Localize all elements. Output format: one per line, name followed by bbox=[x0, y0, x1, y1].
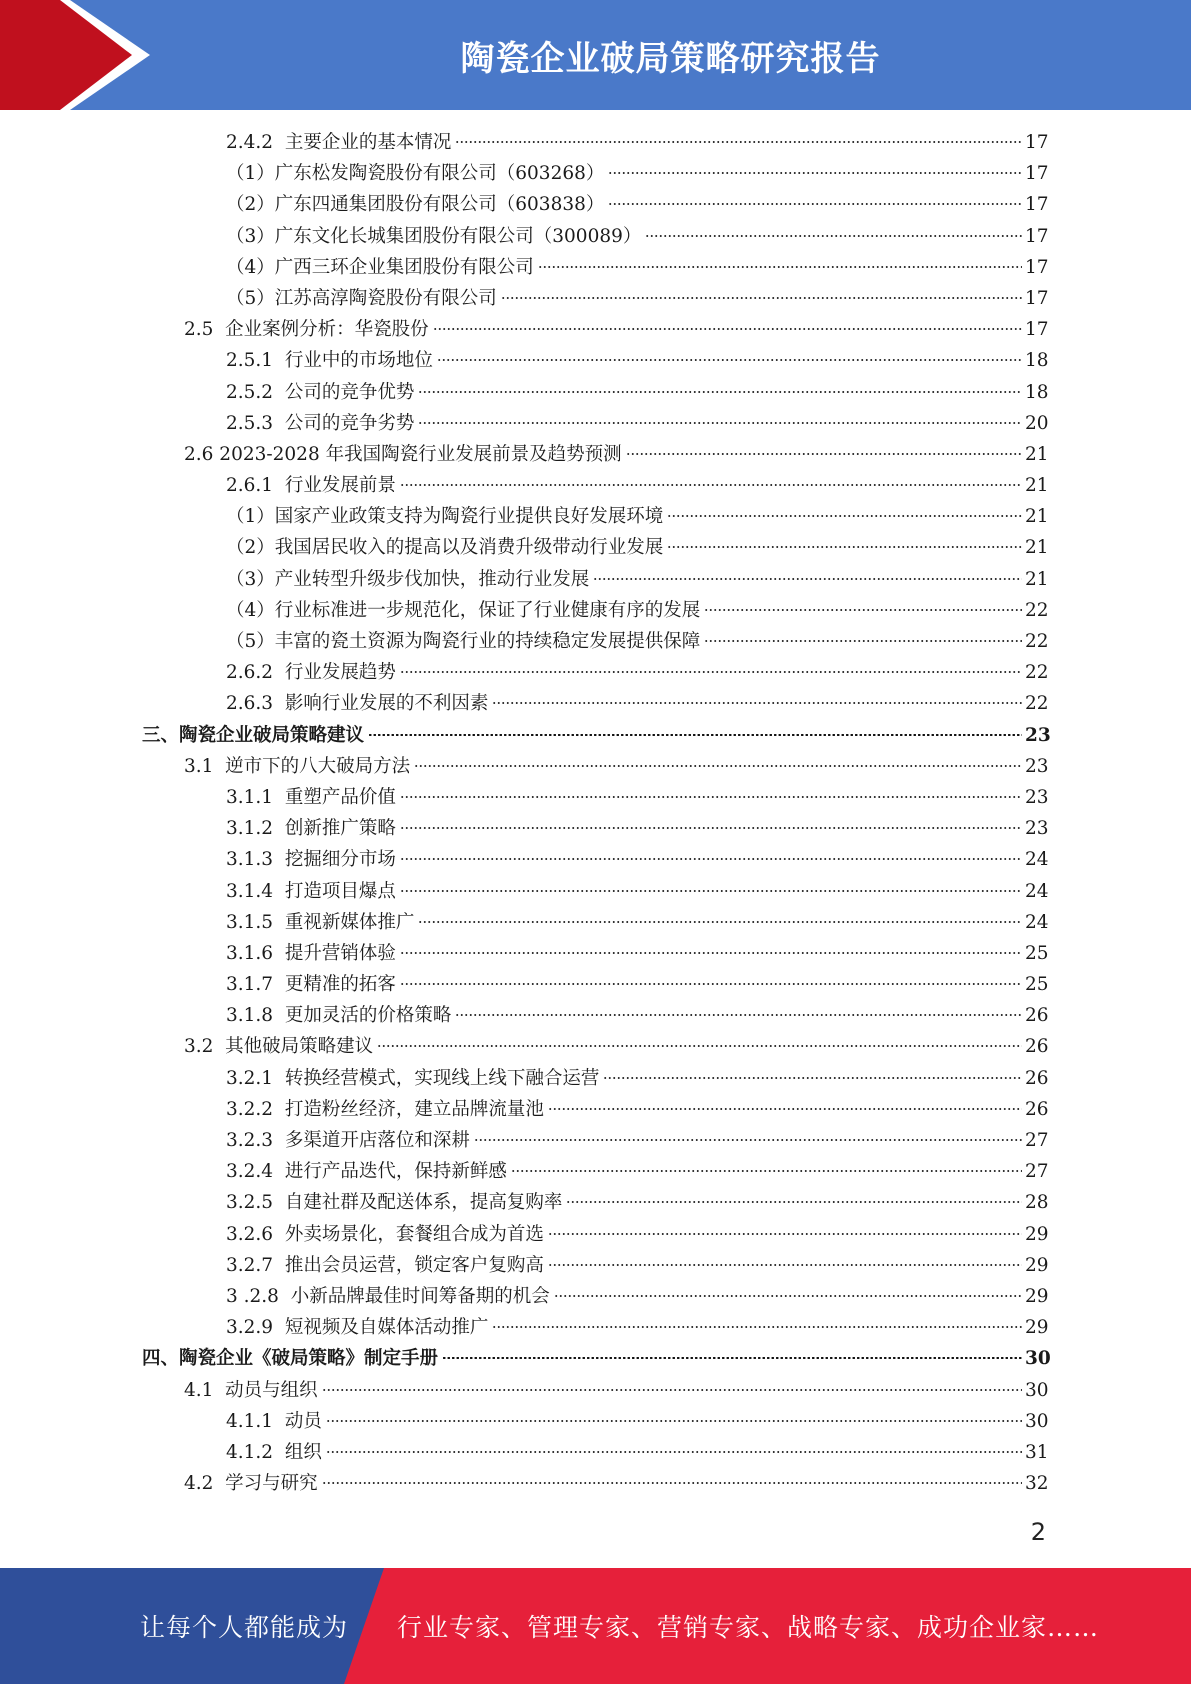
toc-entry-title: （2）广东四通集团股份有限公司（603838） bbox=[226, 194, 605, 216]
toc-entry-title: 3.1.1 重塑产品价值 bbox=[226, 786, 396, 808]
table-of-contents bbox=[0, 127, 1191, 1499]
toc-entry[interactable] bbox=[226, 1156, 1047, 1187]
page-number: 2 bbox=[1030, 1518, 1046, 1546]
toc-entry[interactable] bbox=[226, 221, 1047, 252]
toc-entry[interactable] bbox=[226, 127, 1047, 158]
toc-entry-page: 21 bbox=[1025, 443, 1049, 465]
toc-entry[interactable] bbox=[226, 158, 1047, 189]
toc-dot-leader bbox=[418, 921, 1022, 923]
toc-entry-page: 21 bbox=[1025, 475, 1049, 497]
toc-entry[interactable] bbox=[226, 408, 1047, 439]
toc-entry[interactable] bbox=[142, 1343, 1051, 1374]
toc-dot-leader bbox=[418, 422, 1022, 424]
toc-entry-title: （4）行业标准进一步规范化，保证了行业健康有序的发展 bbox=[226, 599, 701, 621]
toc-entry-title: 3.2.9 短视频及自媒体活动推广 bbox=[226, 1317, 489, 1339]
toc-entry[interactable] bbox=[184, 1031, 1047, 1062]
toc-dot-leader bbox=[437, 359, 1022, 361]
toc-entry[interactable] bbox=[226, 1281, 1047, 1312]
toc-entry[interactable] bbox=[226, 283, 1047, 314]
toc-dot-leader bbox=[501, 297, 1022, 299]
toc-dot-leader bbox=[442, 1357, 1022, 1359]
toc-entry-title: （3）广东文化长城集团股份有限公司（300089） bbox=[226, 225, 642, 247]
toc-entry-title: （5）江苏高淳陶瓷股份有限公司 bbox=[226, 287, 497, 309]
toc-entry-page: 26 bbox=[1025, 1067, 1049, 1089]
toc-entry-page: 27 bbox=[1025, 1161, 1049, 1183]
toc-dot-leader bbox=[474, 1139, 1022, 1141]
toc-dot-leader bbox=[548, 1233, 1022, 1235]
toc-entry[interactable] bbox=[184, 314, 1047, 345]
toc-dot-leader bbox=[400, 671, 1022, 673]
toc-entry-title: 3.1.4 打造项目爆点 bbox=[226, 880, 396, 902]
toc-entry-title: 2.6.1 行业发展前景 bbox=[226, 475, 396, 497]
toc-entry-title: 3.1.2 创新推广策略 bbox=[226, 818, 396, 840]
toc-entry-title: 3.2.1 转换经营模式，实现线上线下融合运营 bbox=[226, 1067, 600, 1089]
toc-dot-leader bbox=[704, 640, 1022, 642]
toc-entry-title: 2.4.2 主要企业的基本情况 bbox=[226, 132, 452, 153]
toc-entry-page: 23 bbox=[1025, 786, 1049, 808]
toc-entry-title: 3.2.5 自建社群及配送体系，提高复购率 bbox=[226, 1192, 563, 1214]
toc-entry-page: 18 bbox=[1025, 350, 1049, 372]
toc-entry[interactable] bbox=[226, 907, 1047, 938]
toc-entry-title: 3.2.7 推出会员运营，锁定客户复购高 bbox=[226, 1254, 544, 1276]
toc-dot-leader bbox=[626, 453, 1022, 455]
toc-entry[interactable] bbox=[226, 782, 1047, 813]
toc-entry[interactable] bbox=[226, 189, 1047, 220]
toc-entry-page: 29 bbox=[1025, 1285, 1049, 1307]
toc-entry[interactable] bbox=[226, 844, 1047, 875]
header-arrow-decoration bbox=[0, 0, 160, 110]
toc-dot-leader bbox=[704, 609, 1022, 611]
footer-slogan-left: 让每个人都能成为 bbox=[140, 1613, 349, 1642]
toc-entry-page: 26 bbox=[1025, 1005, 1049, 1027]
toc-entry[interactable] bbox=[226, 501, 1047, 532]
toc-dot-leader bbox=[667, 546, 1022, 548]
toc-entry[interactable] bbox=[226, 1437, 1047, 1468]
toc-dot-leader bbox=[322, 1389, 1022, 1391]
toc-dot-leader bbox=[400, 890, 1022, 892]
toc-dot-leader bbox=[433, 328, 1022, 330]
toc-entry[interactable] bbox=[184, 439, 1047, 470]
toc-entry-title: 4.2 学习与研究 bbox=[184, 1473, 318, 1495]
toc-dot-leader bbox=[492, 1326, 1022, 1328]
toc-dot-leader bbox=[593, 578, 1022, 580]
toc-dot-leader bbox=[377, 1045, 1022, 1047]
toc-entry[interactable] bbox=[142, 720, 1051, 751]
toc-dot-leader bbox=[538, 266, 1022, 268]
toc-entry-title: 四、陶瓷企业《破局策略》制定手册 bbox=[142, 1348, 439, 1370]
document-title: 陶瓷企业破局策略研究报告 bbox=[460, 38, 881, 79]
toc-entry-page: 21 bbox=[1025, 537, 1049, 559]
toc-entry[interactable] bbox=[226, 1094, 1047, 1125]
toc-entry-title: （1）广东松发陶瓷股份有限公司（603268） bbox=[226, 163, 605, 185]
toc-entry-title: 3.1.8 更加灵活的价格策略 bbox=[226, 1005, 452, 1027]
toc-entry-page: 30 bbox=[1025, 1348, 1051, 1370]
toc-entry-page: 20 bbox=[1025, 412, 1049, 434]
toc-dot-leader bbox=[554, 1295, 1022, 1297]
toc-entry-title: 3.2.2 打造粉丝经济，建立品牌流量池 bbox=[226, 1098, 544, 1120]
toc-dot-leader bbox=[548, 1264, 1022, 1266]
toc-entry[interactable] bbox=[226, 1250, 1047, 1281]
toc-dot-leader bbox=[608, 203, 1022, 205]
toc-entry-page: 30 bbox=[1025, 1410, 1049, 1432]
toc-entry-title: （2）我国居民收入的提高以及消费升级带动行业发展 bbox=[226, 537, 664, 559]
toc-entry-page: 29 bbox=[1025, 1254, 1049, 1276]
toc-dot-leader bbox=[368, 734, 1022, 736]
toc-dot-leader bbox=[326, 1420, 1022, 1422]
toc-entry-title: 2.5.1 行业中的市场地位 bbox=[226, 350, 433, 372]
toc-entry-title: 3.1.3 挖掘细分市场 bbox=[226, 849, 396, 871]
toc-entry-page: 29 bbox=[1025, 1223, 1049, 1245]
toc-entry-title: 2.5 企业案例分析：华瓷股份 bbox=[184, 319, 429, 341]
toc-dot-leader bbox=[667, 515, 1022, 517]
toc-dot-leader bbox=[400, 796, 1022, 798]
toc-entry-title: 3.2.3 多渠道开店落位和深耕 bbox=[226, 1130, 470, 1151]
toc-entry-page: 24 bbox=[1025, 911, 1049, 933]
footer-slogan-right: 行业专家、管理专家、营销专家、战略专家、成功企业家…… bbox=[397, 1613, 1100, 1642]
toc-entry[interactable] bbox=[226, 470, 1047, 501]
toc-entry-page: 23 bbox=[1025, 755, 1049, 777]
toc-dot-leader bbox=[400, 858, 1022, 860]
toc-entry[interactable] bbox=[226, 657, 1047, 688]
toc-entry[interactable] bbox=[226, 1312, 1047, 1343]
toc-entry-title: （5）丰富的瓷土资源为陶瓷行业的持续稳定发展提供保障 bbox=[226, 631, 701, 652]
toc-entry[interactable] bbox=[226, 969, 1047, 1000]
toc-entry-title: 4.1 动员与组织 bbox=[184, 1379, 318, 1401]
page-footer bbox=[0, 1568, 1191, 1684]
toc-entry-page: 22 bbox=[1025, 693, 1049, 715]
toc-entry[interactable] bbox=[226, 252, 1047, 283]
toc-entry-title: （4）广西三环企业集团股份有限公司 bbox=[226, 256, 534, 278]
toc-dot-leader bbox=[492, 702, 1022, 704]
toc-dot-leader bbox=[566, 1201, 1022, 1203]
toc-dot-leader bbox=[455, 141, 1022, 143]
toc-entry[interactable] bbox=[226, 377, 1047, 408]
toc-dot-leader bbox=[326, 1451, 1022, 1453]
toc-entry-title: 3.1 逆市下的八大破局方法 bbox=[184, 755, 411, 777]
toc-dot-leader bbox=[511, 1170, 1022, 1172]
toc-entry-title: 4.1.1 动员 bbox=[226, 1410, 322, 1432]
toc-entry[interactable] bbox=[226, 345, 1047, 376]
toc-entry[interactable] bbox=[226, 938, 1047, 969]
toc-entry[interactable] bbox=[226, 1000, 1047, 1031]
toc-entry-title: 2.6.3 影响行业发展的不利因素 bbox=[226, 693, 489, 715]
toc-entry-page: 22 bbox=[1025, 662, 1049, 684]
toc-entry-title: （1）国家产业政策支持为陶瓷行业提供良好发展环境 bbox=[226, 506, 664, 528]
toc-entry-title: 3.1.5 重视新媒体推广 bbox=[226, 911, 415, 933]
toc-entry-page: 29 bbox=[1025, 1317, 1049, 1339]
toc-dot-leader bbox=[645, 235, 1022, 237]
toc-entry-page: 21 bbox=[1025, 506, 1049, 528]
toc-entry-page: 17 bbox=[1025, 256, 1049, 278]
toc-entry-title: 2.5.2 公司的竞争优势 bbox=[226, 381, 415, 403]
toc-entry-title: 三、陶瓷企业破局策略建议 bbox=[142, 724, 365, 746]
toc-dot-leader bbox=[418, 391, 1022, 393]
toc-entry-page: 21 bbox=[1025, 568, 1049, 590]
toc-entry-page: 25 bbox=[1025, 974, 1049, 996]
toc-entry[interactable] bbox=[226, 595, 1047, 626]
toc-entry-page: 17 bbox=[1025, 225, 1049, 247]
toc-entry[interactable] bbox=[226, 1063, 1047, 1094]
toc-dot-leader bbox=[400, 827, 1022, 829]
toc-entry[interactable] bbox=[226, 1187, 1047, 1218]
toc-entry-title: 3 .2.8 小新品牌最佳时间筹备期的机会 bbox=[226, 1285, 550, 1307]
toc-entry-page: 32 bbox=[1025, 1473, 1049, 1495]
toc-entry-title: 2.6.2 行业发展趋势 bbox=[226, 662, 396, 684]
toc-dot-leader bbox=[414, 765, 1022, 767]
toc-entry-page: 18 bbox=[1025, 381, 1049, 403]
toc-entry-title: 3.1.6 提升营销体验 bbox=[226, 942, 396, 964]
toc-entry-title: 2.6 2023-2028 年我国陶瓷行业发展前景及趋势预测 bbox=[184, 443, 622, 465]
toc-dot-leader bbox=[455, 1014, 1022, 1016]
toc-entry[interactable] bbox=[226, 813, 1047, 844]
toc-entry[interactable] bbox=[184, 1468, 1047, 1499]
toc-dot-leader bbox=[400, 952, 1022, 954]
toc-entry-title: 3.2.4 进行产品迭代，保持新鲜感 bbox=[226, 1161, 507, 1183]
toc-entry-title: 2.5.3 公司的竞争劣势 bbox=[226, 412, 415, 434]
toc-entry-title: 4.1.2 组织 bbox=[226, 1441, 322, 1463]
toc-entry[interactable] bbox=[226, 532, 1047, 563]
toc-dot-leader bbox=[548, 1108, 1022, 1110]
toc-entry-page: 30 bbox=[1025, 1379, 1049, 1401]
toc-entry[interactable] bbox=[226, 1219, 1047, 1250]
toc-dot-leader bbox=[400, 983, 1022, 985]
toc-entry-page: 17 bbox=[1025, 287, 1049, 309]
toc-entry[interactable] bbox=[184, 751, 1047, 782]
toc-entry-page: 26 bbox=[1025, 1098, 1049, 1120]
toc-entry-page: 17 bbox=[1025, 194, 1049, 216]
toc-entry-title: 3.1.7 更精准的拓客 bbox=[226, 974, 396, 996]
toc-entry[interactable] bbox=[226, 1125, 1047, 1156]
toc-entry[interactable] bbox=[226, 876, 1047, 907]
toc-entry-title: 3.2 其他破局策略建议 bbox=[184, 1036, 374, 1058]
toc-dot-leader bbox=[322, 1482, 1022, 1484]
toc-dot-leader bbox=[603, 1077, 1022, 1079]
toc-entry-page: 31 bbox=[1025, 1441, 1049, 1463]
toc-entry-page: 23 bbox=[1025, 724, 1051, 746]
toc-entry-page: 17 bbox=[1025, 132, 1049, 153]
toc-entry-page: 17 bbox=[1025, 163, 1049, 185]
toc-entry-page: 27 bbox=[1025, 1130, 1049, 1151]
toc-entry-page: 24 bbox=[1025, 880, 1049, 902]
toc-entry-page: 17 bbox=[1025, 319, 1049, 341]
toc-entry-page: 22 bbox=[1025, 599, 1049, 621]
toc-entry[interactable] bbox=[226, 688, 1047, 719]
toc-entry-title: 3.2.6 外卖场景化，套餐组合成为首选 bbox=[226, 1223, 544, 1245]
toc-entry-page: 28 bbox=[1025, 1192, 1049, 1214]
toc-entry-title: （3）产业转型升级步伐加快，推动行业发展 bbox=[226, 568, 590, 590]
toc-entry[interactable] bbox=[184, 1375, 1047, 1406]
toc-entry-page: 24 bbox=[1025, 849, 1049, 871]
toc-entry-page: 22 bbox=[1025, 631, 1049, 652]
toc-entry[interactable] bbox=[226, 564, 1047, 595]
toc-entry[interactable] bbox=[226, 626, 1047, 657]
toc-dot-leader bbox=[608, 172, 1022, 174]
page-header bbox=[0, 0, 1191, 110]
toc-entry-page: 25 bbox=[1025, 942, 1049, 964]
toc-entry-page: 23 bbox=[1025, 818, 1049, 840]
toc-entry-page: 26 bbox=[1025, 1036, 1049, 1058]
toc-entry[interactable] bbox=[226, 1406, 1047, 1437]
toc-dot-leader bbox=[400, 484, 1022, 486]
